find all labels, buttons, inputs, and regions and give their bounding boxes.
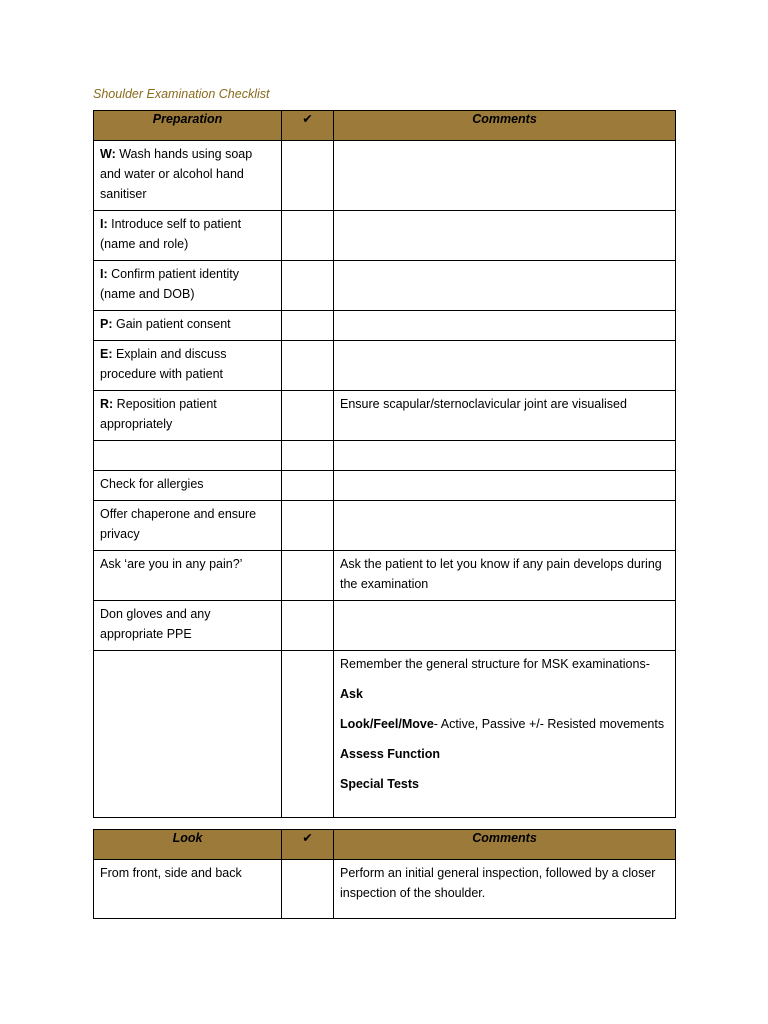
check-cell[interactable]	[282, 551, 334, 601]
table-row	[94, 471, 676, 501]
step-cell: W: Wash hands using soap and water or alcohol hand sanitiser	[94, 141, 282, 211]
step-cell: Ask ‘are you in any pain?’	[94, 551, 282, 601]
msk-look-feel-move: Look/Feel/Move- Active, Passive +/- Resisted movements	[340, 717, 665, 731]
look-header-row	[94, 830, 676, 860]
comment-cell	[334, 441, 676, 471]
check-cell[interactable]	[282, 391, 334, 441]
step-cell: Check for allergies	[94, 471, 282, 501]
step-cell: Offer chaperone and ensure privacy	[94, 501, 282, 551]
comment-cell	[334, 261, 676, 311]
comment-cell: Perform an initial general inspection, followed by a closer inspection of the shoulder.	[334, 860, 676, 919]
preparation-column-header: Preparation	[94, 111, 282, 141]
step-cell: R: Reposition patient appropriately	[94, 391, 282, 441]
check-cell[interactable]	[282, 601, 334, 651]
msk-ask: Ask	[340, 687, 363, 701]
comment-cell: Ask the patient to let you know if any pain develops during the examination	[334, 551, 676, 601]
comment-cell	[334, 141, 676, 211]
document-title: Shoulder Examination Checklist	[93, 87, 270, 101]
step-cell: From front, side and back	[94, 860, 282, 919]
table-row	[94, 391, 676, 441]
comment-cell	[334, 311, 676, 341]
comment-cell	[334, 341, 676, 391]
check-column-header: ✔	[282, 111, 334, 141]
check-cell[interactable]	[282, 311, 334, 341]
comment-cell	[334, 211, 676, 261]
table-row	[94, 651, 676, 818]
check-cell[interactable]	[282, 341, 334, 391]
table-row	[94, 860, 676, 919]
table-row	[94, 261, 676, 311]
table-row	[94, 211, 676, 261]
step-cell: Don gloves and any appropriate PPE	[94, 601, 282, 651]
table-row	[94, 551, 676, 601]
comments-column-header: Comments	[334, 830, 676, 860]
look-table	[93, 829, 676, 919]
table-row	[94, 501, 676, 551]
check-cell[interactable]	[282, 860, 334, 919]
check-cell[interactable]	[282, 141, 334, 211]
step-cell: E: Explain and discuss procedure with patient	[94, 341, 282, 391]
check-cell[interactable]	[282, 501, 334, 551]
msk-structure-intro: Remember the general structure for MSK examinations-	[340, 657, 650, 671]
table-row	[94, 311, 676, 341]
check-cell[interactable]	[282, 211, 334, 261]
preparation-table	[93, 110, 676, 818]
table-row	[94, 601, 676, 651]
comment-cell	[334, 651, 676, 818]
table-row	[94, 141, 676, 211]
msk-special-tests: Special Tests	[340, 777, 419, 791]
step-cell: I: Introduce self to patient (name and role)	[94, 211, 282, 261]
comment-cell	[334, 501, 676, 551]
check-cell[interactable]	[282, 651, 334, 818]
step-cell	[94, 651, 282, 818]
comment-cell	[334, 601, 676, 651]
step-cell	[94, 441, 282, 471]
check-cell[interactable]	[282, 441, 334, 471]
table-row	[94, 441, 676, 471]
comment-cell	[334, 471, 676, 501]
check-column-header: ✔	[282, 830, 334, 860]
check-cell[interactable]	[282, 471, 334, 501]
msk-assess-function: Assess Function	[340, 747, 441, 761]
check-cell[interactable]	[282, 261, 334, 311]
comments-column-header: Comments	[334, 111, 676, 141]
look-column-header: Look	[94, 830, 282, 860]
step-cell: P: Gain patient consent	[94, 311, 282, 341]
preparation-header-row	[94, 111, 676, 141]
step-cell: I: Confirm patient identity (name and DOB)	[94, 261, 282, 311]
comment-cell: Ensure scapular/sternoclavicular joint are visualised	[334, 391, 676, 441]
table-row	[94, 341, 676, 391]
